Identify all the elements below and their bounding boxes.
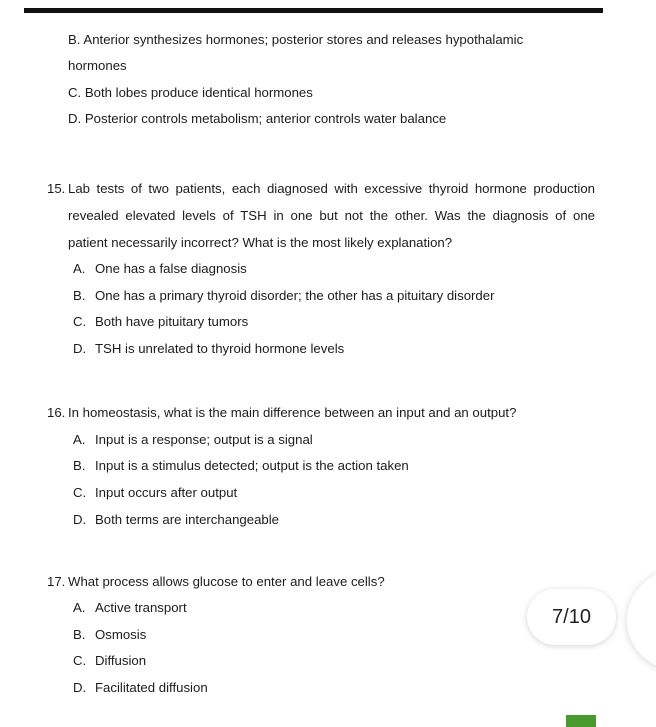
option-text: One has a false diagnosis: [95, 261, 247, 276]
question-16-number: 16.: [47, 405, 66, 420]
option-letter: A.: [73, 261, 86, 276]
option-letter: C.: [73, 653, 87, 668]
option-letter: D.: [73, 341, 87, 356]
option-letter: B.: [73, 458, 86, 473]
option-letter: D.: [73, 680, 87, 695]
option-letter: A.: [73, 600, 86, 615]
question-16-line1: In homeostasis, what is the main difference between an input and an output?: [68, 405, 517, 420]
option-text: Input is a response; output is a signal: [95, 432, 313, 447]
option-text: Input occurs after output: [95, 485, 238, 500]
option-text: Active transport: [95, 600, 187, 615]
option-text: Osmosis: [95, 627, 147, 642]
question-15-line2: revealed elevated levels of TSH in one but not the other. Was the diagnosis of one: [68, 208, 595, 223]
prev-option-b-line2: hormones: [68, 58, 127, 73]
prev-option-b-line1: B. Anterior synthesizes hormones; posterior stores and releases hypothalamic: [68, 32, 524, 47]
option-letter: B.: [73, 627, 86, 642]
top-divider: [24, 8, 603, 13]
option-letter: A.: [73, 432, 86, 447]
option-text: TSH is unrelated to thyroid hormone levels: [95, 341, 345, 356]
page-indicator[interactable]: 7/10: [527, 589, 616, 645]
question-15-number: 15.: [47, 181, 66, 196]
option-letter: B.: [73, 288, 86, 303]
option-text: Diffusion: [95, 653, 147, 668]
option-letter: D.: [73, 512, 87, 527]
option-letter: C.: [73, 485, 87, 500]
option-text: Facilitated diffusion: [95, 680, 208, 695]
option-text: One has a primary thyroid disorder; the other has a pituitary disorder: [95, 288, 495, 303]
question-17-line1: What process allows glucose to enter and leave cells?: [68, 574, 385, 589]
green-marker: [566, 715, 596, 727]
question-17-number: 17.: [47, 574, 66, 589]
option-text: Both have pituitary tumors: [95, 314, 249, 329]
question-15-line3: patient necessarily incorrect? What is the most likely explanation?: [68, 235, 453, 250]
option-letter: C.: [73, 314, 87, 329]
option-text: Input is a stimulus detected; output is the action taken: [95, 458, 409, 473]
question-15-line1: Lab tests of two patients, each diagnosed with excessive thyroid hormone production: [68, 181, 595, 196]
prev-option-c: C. Both lobes produce identical hormones: [68, 85, 313, 100]
floating-action-button[interactable]: [627, 570, 656, 670]
prev-option-d: D. Posterior controls metabolism; anterior controls water balance: [68, 111, 447, 126]
option-text: Both terms are interchangeable: [95, 512, 280, 527]
